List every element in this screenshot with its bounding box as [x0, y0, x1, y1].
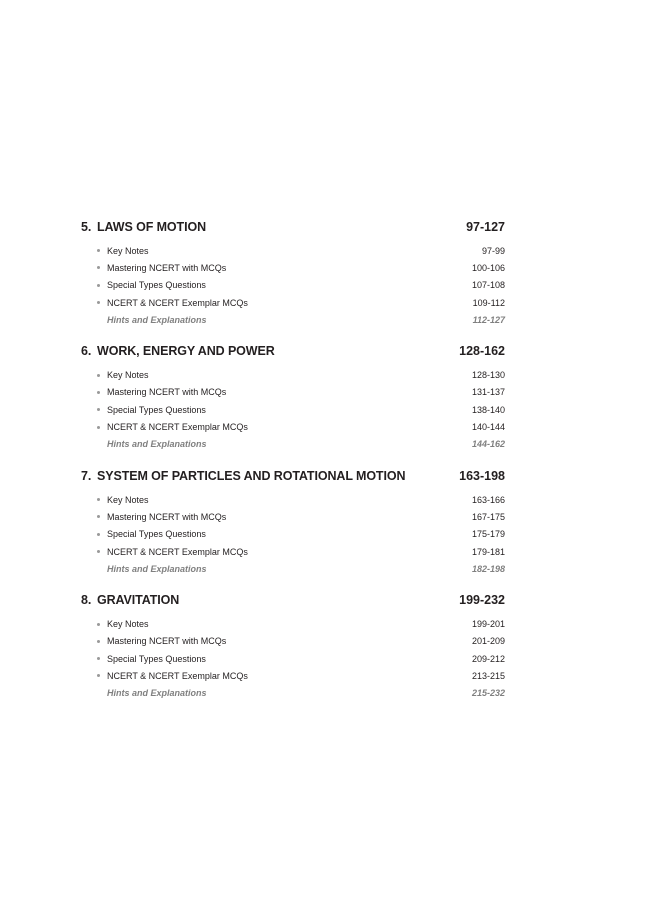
chapter-number: 8.: [81, 593, 92, 608]
chapter-page-range: 128-162: [459, 344, 505, 359]
toc-item-hints: [81, 685, 505, 702]
item-page-range: 179-181: [471, 546, 505, 557]
item-page-range: 128-130: [471, 370, 505, 381]
item-label: Mastering NCERT with MCQs: [107, 511, 227, 522]
item-label: Hints and Explanations: [107, 439, 207, 450]
toc-item-hints: [81, 311, 505, 328]
chapter-page-range: 163-198: [459, 468, 505, 483]
chapter-number: 6.: [81, 344, 92, 359]
chapter-title: [81, 469, 405, 483]
chapter-title-text: SYSTEM OF PARTICLES AND ROTATIONAL MOTION: [97, 468, 406, 483]
item-label: Key Notes: [107, 245, 149, 256]
chapter-5: [81, 220, 505, 328]
toc-item-mastering-ncert: [81, 508, 505, 525]
chapter-heading: [81, 593, 505, 611]
bullet-icon: [97, 374, 100, 377]
table-of-contents: [81, 220, 505, 718]
chapter-heading: [81, 220, 505, 238]
toc-item-key-notes: [81, 491, 505, 508]
bullet-icon: [97, 550, 100, 553]
item-label: Hints and Explanations: [107, 688, 207, 699]
bullet-icon: [97, 640, 100, 643]
chapter-8: [81, 593, 505, 701]
item-page-range: 131-137: [471, 387, 505, 398]
item-label: Special Types Questions: [107, 280, 206, 291]
chapter-title-text: WORK, ENERGY AND POWER: [97, 344, 275, 359]
item-page-range: 163-166: [471, 494, 505, 505]
item-page-range: 201-209: [471, 636, 505, 647]
bullet-icon: [97, 533, 100, 536]
toc-item-hints: [81, 560, 505, 577]
item-page-range: 97-99: [481, 245, 505, 256]
item-page-range: 140-144: [471, 422, 505, 433]
chapter-number: 7.: [81, 468, 92, 483]
item-label: NCERT & NCERT Exemplar MCQs: [107, 546, 248, 557]
item-label: Key Notes: [107, 370, 149, 381]
chapter-heading: [81, 469, 505, 487]
item-label: Mastering NCERT with MCQs: [107, 387, 227, 398]
item-page-range: 199-201: [471, 619, 505, 630]
item-page-range: 138-140: [471, 404, 505, 415]
item-label: NCERT & NCERT Exemplar MCQs: [107, 422, 248, 433]
toc-item-key-notes: [81, 366, 505, 383]
bullet-icon: [97, 391, 100, 394]
chapter-number: 5.: [81, 220, 92, 234]
item-page-range: 209-212: [471, 653, 505, 664]
bullet-icon: [97, 426, 100, 429]
toc-item-special-types: [81, 526, 505, 543]
toc-item-exemplar-mcqs: [81, 294, 505, 311]
chapter-heading: [81, 344, 505, 362]
item-label: NCERT & NCERT Exemplar MCQs: [107, 670, 248, 681]
item-label: Special Types Questions: [107, 529, 206, 540]
toc-item-exemplar-mcqs: [81, 418, 505, 435]
item-page-range: 182-198: [471, 563, 505, 574]
item-label: Mastering NCERT with MCQs: [107, 262, 227, 273]
item-page-range: 213-215: [471, 670, 505, 681]
chapter-title-text: GRAVITATION: [97, 593, 180, 608]
chapter-6: [81, 344, 505, 452]
toc-item-mastering-ncert: [81, 633, 505, 650]
toc-item-key-notes: [81, 615, 505, 632]
chapter-title: [81, 344, 275, 358]
item-page-range: 107-108: [471, 280, 505, 291]
item-page-range: 167-175: [471, 511, 505, 522]
chapter-7: [81, 469, 505, 577]
toc-item-key-notes: [81, 242, 505, 259]
item-label: Mastering NCERT with MCQs: [107, 636, 227, 647]
bullet-icon: [97, 284, 100, 287]
chapter-page-range: 199-232: [459, 593, 505, 608]
item-label: Hints and Explanations: [107, 314, 207, 325]
item-page-range: 144-162: [471, 439, 505, 450]
chapter-title: [81, 220, 206, 234]
item-label: Key Notes: [107, 494, 149, 505]
chapter-page-range: 97-127: [466, 220, 505, 234]
toc-item-special-types: [81, 401, 505, 418]
toc-item-mastering-ncert: [81, 384, 505, 401]
toc-item-special-types: [81, 650, 505, 667]
toc-item-mastering-ncert: [81, 259, 505, 276]
item-page-range: 100-106: [471, 262, 505, 273]
bullet-icon: [97, 623, 100, 626]
item-page-range: 175-179: [471, 529, 505, 540]
item-label: NCERT & NCERT Exemplar MCQs: [107, 297, 248, 308]
item-page-range: 109-112: [472, 297, 505, 308]
toc-item-exemplar-mcqs: [81, 543, 505, 560]
chapter-title-text: LAWS OF MOTION: [97, 220, 207, 234]
item-label: Hints and Explanations: [107, 563, 207, 574]
item-page-range: 112-127: [472, 314, 505, 325]
toc-item-exemplar-mcqs: [81, 667, 505, 684]
item-page-range: 215-232: [471, 688, 505, 699]
chapter-title: [81, 593, 179, 607]
item-label: Special Types Questions: [107, 653, 206, 664]
item-label: Key Notes: [107, 619, 149, 630]
toc-item-hints: [81, 436, 505, 453]
item-label: Special Types Questions: [107, 404, 206, 415]
toc-item-special-types: [81, 277, 505, 294]
